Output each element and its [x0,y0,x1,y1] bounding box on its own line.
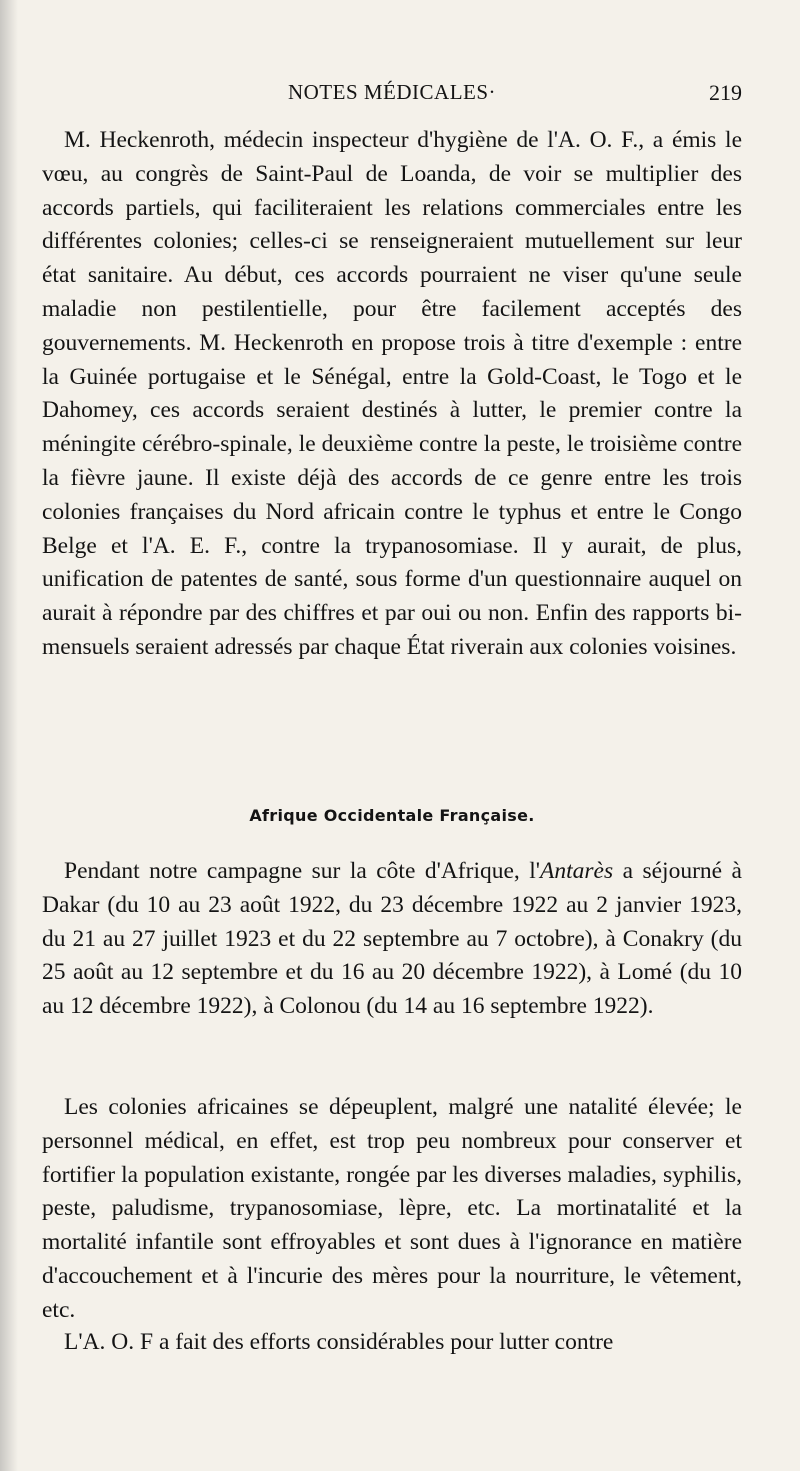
section-heading: Afrique Occidentale Française. [249,806,535,825]
paragraph-aof-efforts: L'A. O. F a fait des efforts considérables pour lutter contre [64,1329,614,1355]
paragraph-colonies: Les colonies africaines se dépeuplent, malgré une natalité élevée; le personnel médical, en effet, est trop peu nombreux pour conserver et fortifier la population existante, rongée par les diverses maladies, syphilis, peste, paludisme, trypanosomiase, lèpre, etc. La mortinatalité et la mortalité infantile sont effroyables et sont dues à l'ignorance en matière d'accouchement et à l'incurie des mères pour la nourriture, le vêtement, etc. [42,1094,742,1323]
page-header [42,80,742,114]
page-gutter-shadow [0,0,18,1471]
running-title: NOTES MÉDICALES· [287,80,497,104]
paragraph-campaign [42,855,742,1024]
page-number: 219 [709,80,742,105]
campaign-text-start: Pendant notre campagne sur la côte d'Afrique, l' [64,858,541,884]
campaign-text-end: a séjourné à Dakar (du 10 au 23 août 1922, du 23 décembre 1922 au 2 janvier 1923, du 21 au 27 juillet 1923 et du 22 septembre au 7 octobre), à Conakry (du 25 août au 12 septembre et du 16 au 20 décembre 1922), à Lomé (du 10 au 12 décembre 1922), à Colonou (du 14 au 16 septembre 1922). [42,858,742,1020]
ship-name: Antarès [540,858,614,884]
paragraph-heckenroth: M. Heckenroth, médecin inspecteur d'hygiène de l'A. O. F., a émis le vœu, au congrès de Saint-Paul de Loanda, de voir se multiplier des accords partiels, qui faciliteraient les relations commerciales entre les différentes colonies; celles-ci se renseigneraient mutuellement sur leur état sanitaire. Au début, ces accords pourraient ne viser qu'une seule maladie non pestilentielle, pour être facilement acceptés des gouvernements. M. Heckenroth en propose trois à titre d'exemple : entre la Guinée portugaise et le Sénégal, entre la Gold-Coast, le Togo et le Dahomey, ces accords seraient destinés à lutter, le premier contre la méningite cérébro-spinale, le deuxième contre la peste, le troisième contre la fièvre jaune. Il existe déjà des accords de ce genre entre les trois colonies françaises du Nord africain contre le typhus et entre le Congo Belge et l'A. E. F., contre la trypanosomiase. Il y aurait, de plus, unification de patentes de santé, sous forme d'un questionnaire auquel on aurait à répondre par des chiffres et par oui ou non. Enfin des rapports bi-mensuels seraient adressés par chaque État riverain aux colonies voisines. [42,127,742,660]
